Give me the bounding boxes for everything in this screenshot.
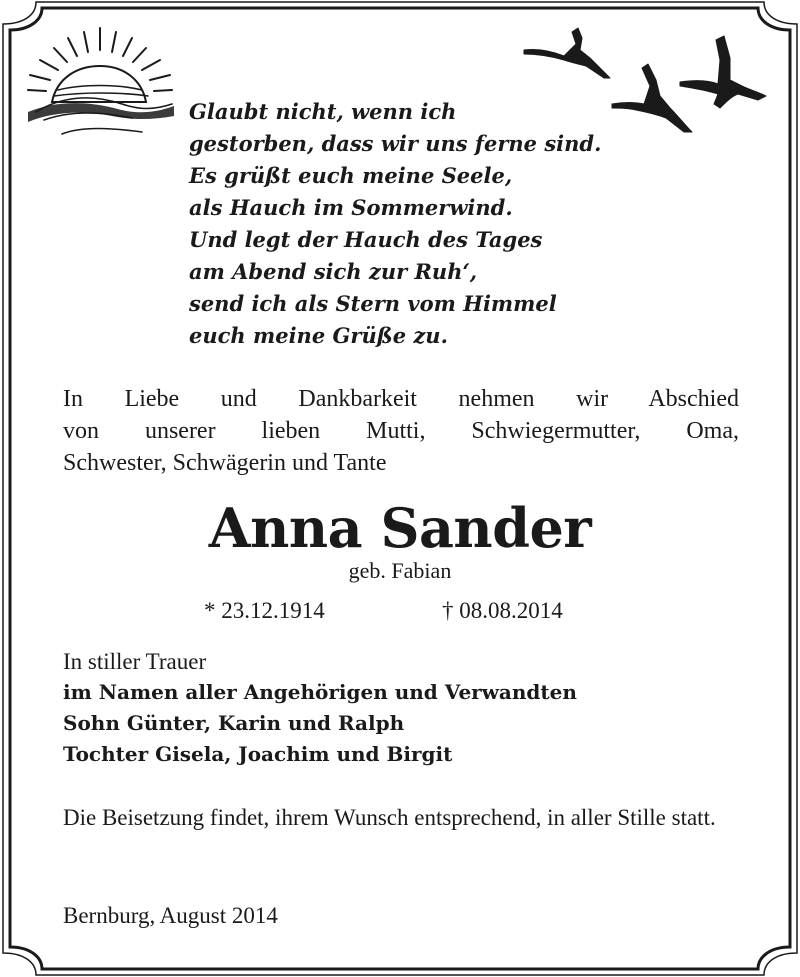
poem-line: als Hauch im Sommerwind. xyxy=(189,195,513,220)
mourner-line: im Namen aller Angehörigen und Verwandten xyxy=(63,680,577,704)
poem-line: euch meine Grüße zu. xyxy=(189,323,448,348)
funeral-note: Die Beisetzung findet, ihrem Wunsch entsprechend, in aller Stille statt. xyxy=(63,805,716,830)
farewell-intro xyxy=(63,383,739,479)
mourner-line: Tochter Gisela, Joachim und Birgit xyxy=(63,742,453,766)
mourners-block xyxy=(63,646,763,770)
intro-line: In Liebe und Dankbarkeit nehmen wir Abschied xyxy=(63,386,739,412)
maiden-name: geb. Fabian xyxy=(348,558,452,583)
deceased-name: Anna Sander xyxy=(208,496,592,560)
mourner-line: Sohn Günter, Karin und Ralph xyxy=(63,711,405,735)
sun-over-hills-icon xyxy=(22,20,182,150)
poem-line: Und legt der Hauch des Tages xyxy=(189,227,543,252)
intro-line: von unserer lieben Mutti, Schwiegermutter, Oma, xyxy=(63,418,739,444)
poem-line: am Abend sich zur Ruh‘, xyxy=(189,259,478,284)
poem-line: Es grüßt euch meine Seele, xyxy=(189,163,513,188)
death-date: † 08.08.2014 xyxy=(442,598,563,623)
birth-date: * 23.12.1914 xyxy=(204,598,325,623)
mourning-heading: In stiller Trauer xyxy=(63,649,207,674)
poem-line: send ich als Stern vom Himmel xyxy=(189,291,557,316)
poem xyxy=(189,96,669,352)
intro-line: Schwester, Schwägerin und Tante xyxy=(63,450,387,476)
poem-line: gestorben, dass wir uns ferne sind. xyxy=(189,131,602,156)
place-date: Bernburg, August 2014 xyxy=(63,903,278,928)
poem-line: Glaubt nicht, wenn ich xyxy=(189,99,457,124)
